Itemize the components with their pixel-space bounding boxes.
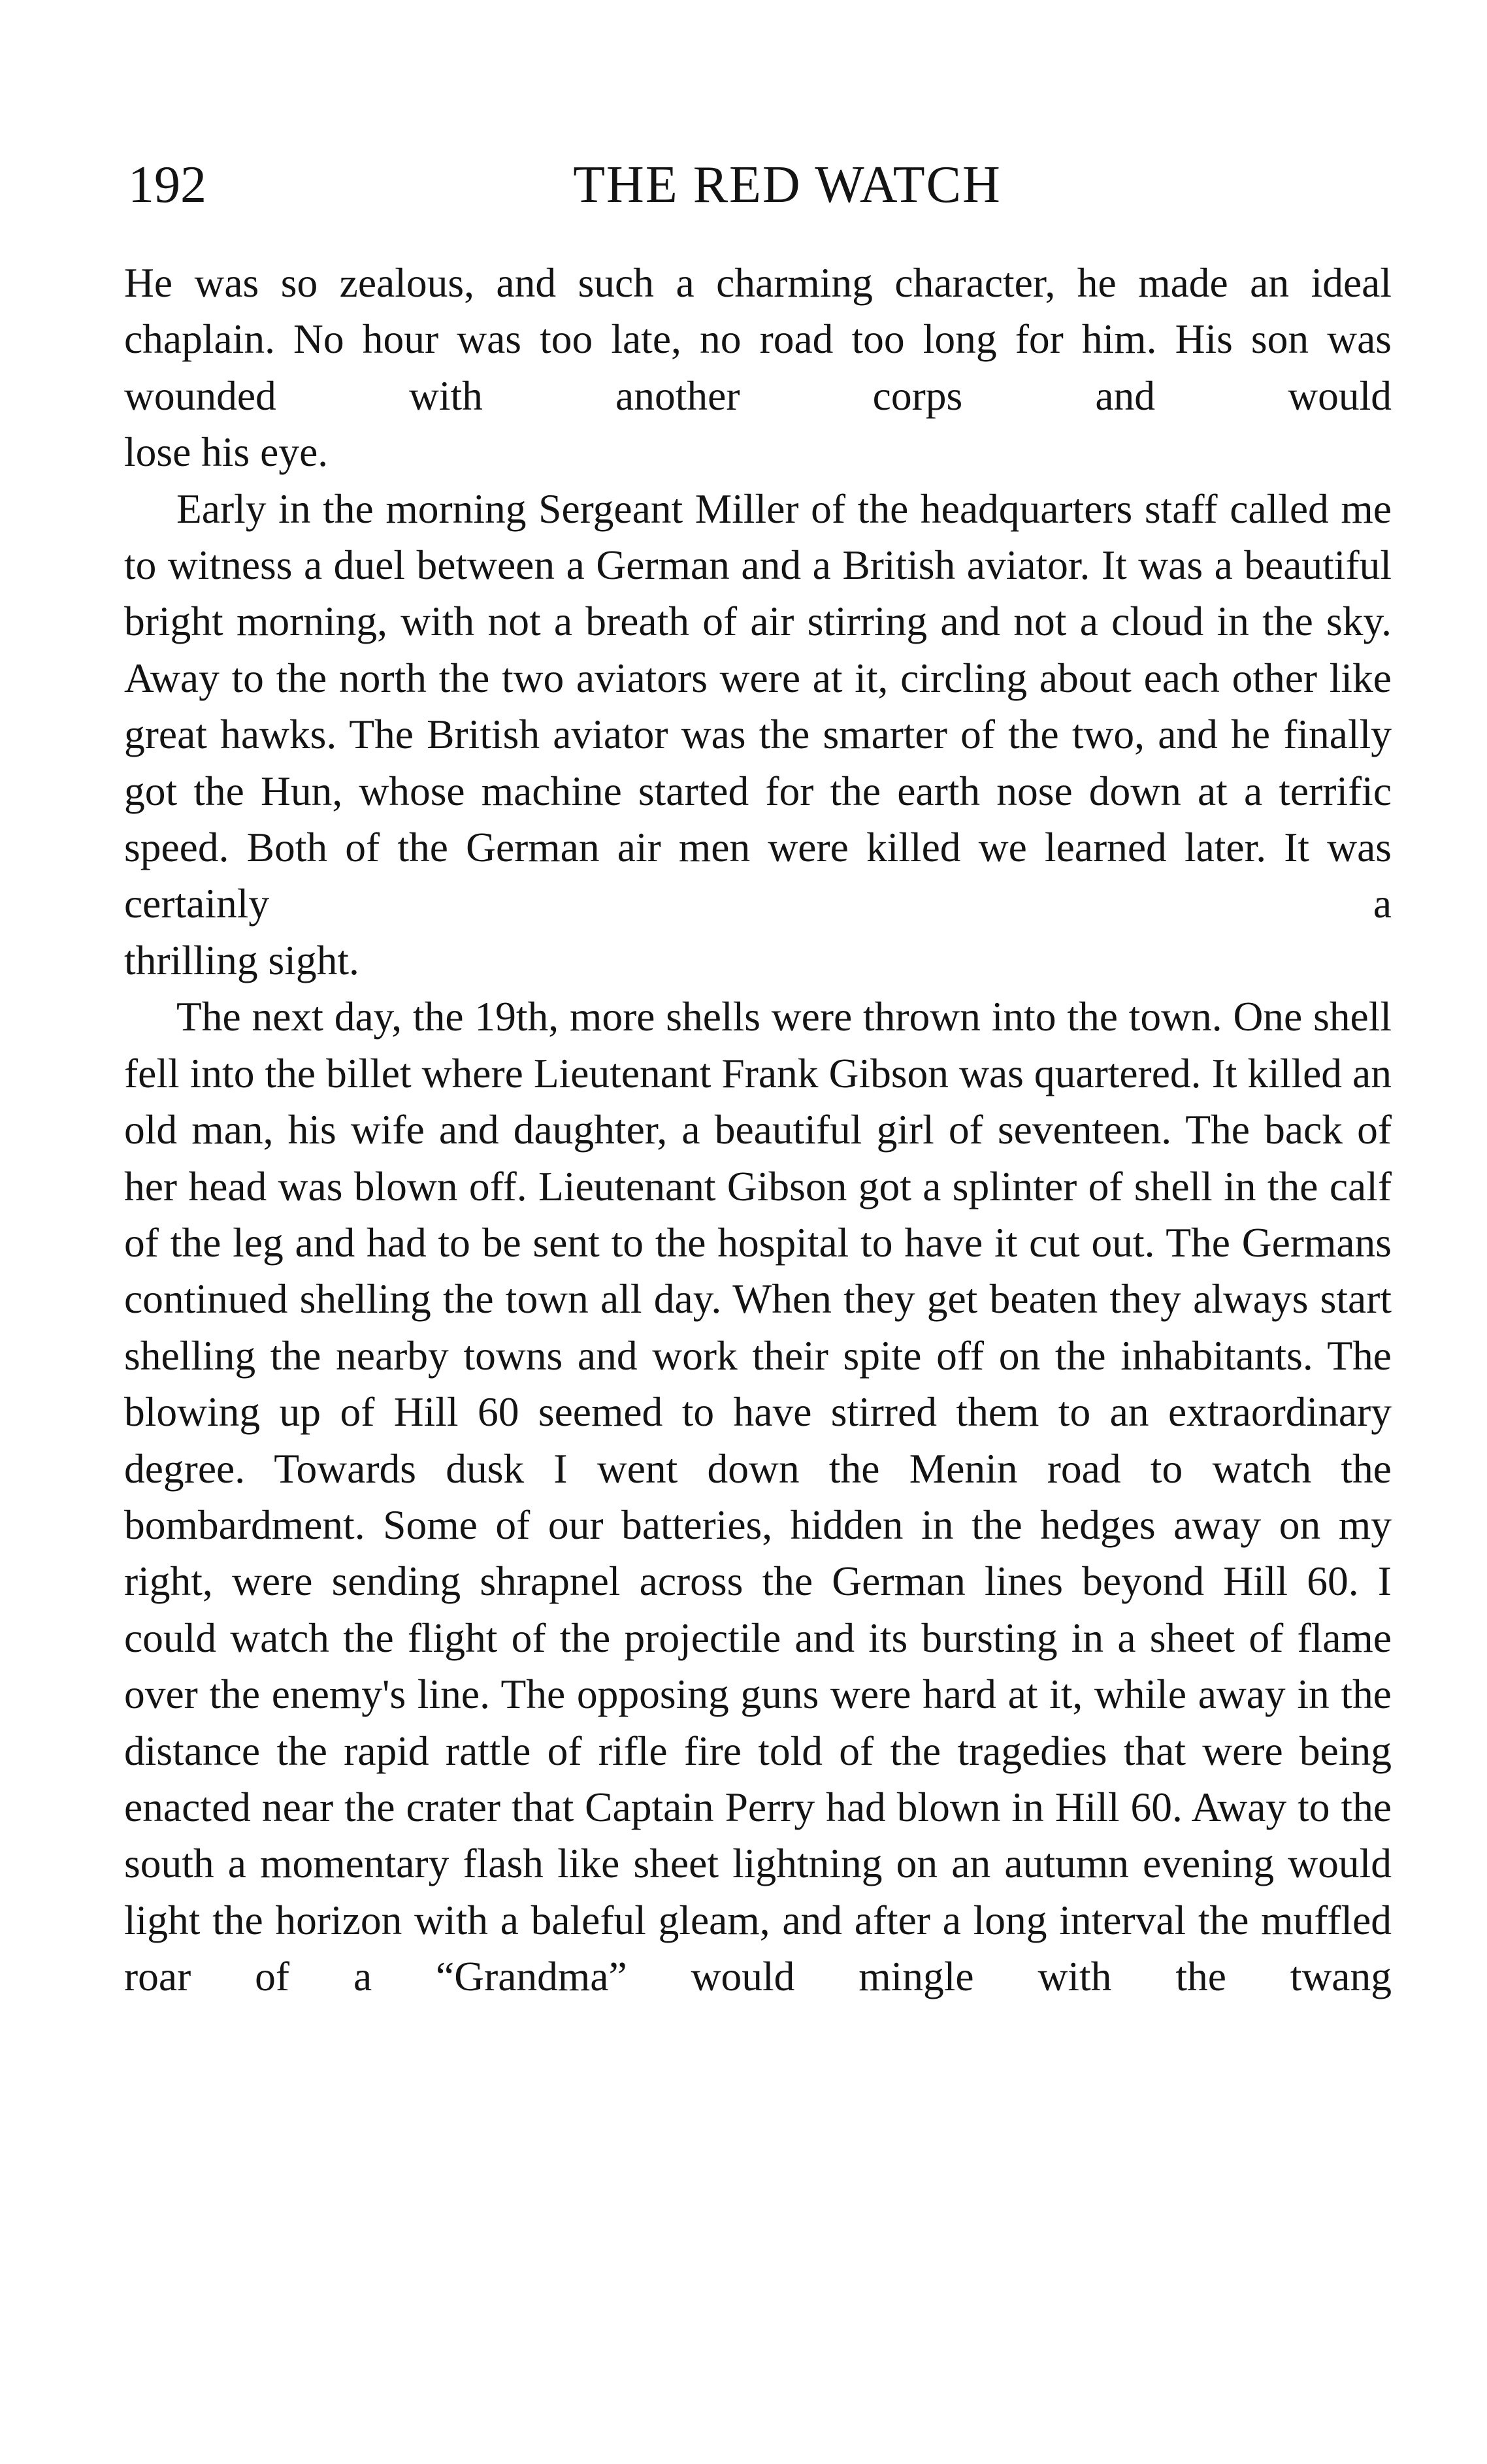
paragraph-3 [124,989,1392,2005]
paragraph-1 [124,255,1392,481]
page-number: 192 [128,156,206,214]
page-header [128,149,1388,221]
body-text [124,255,1392,2005]
paragraph-2-last-line: thrilling sight. [124,936,359,983]
paragraph-2-text: Early in the morning Sergeant Miller of the headquarters staff called me to witness a duel between a German and a British aviator. It was a beautiful bright morning, with not a breath of air stirring and not a cloud in the sky. Away to the north the two aviators were at it, circling about each other like great hawks. The British aviator was the smarter of the two, and he finally got the Hun, whose machine started for the earth nose down at a terrific speed. Both of the German air men were killed we learned later. It was certainly a [124,485,1392,927]
running-title: THE RED WATCH [573,156,1002,214]
paragraph-1-text: He was so zealous, and such a charming character, he made an ideal chaplain. No hour was too late, no road too long for him. His son was wounded with another corps and would [124,259,1392,419]
paragraph-2 [124,481,1392,989]
paragraph-1-last-line: lose his eye. [124,429,329,476]
paragraph-3-text: The next day, the 19th, more shells were thrown into the town. One shell fell into the billet where Lieutenant Frank Gibson was quartered. It killed an old man, his wife and daughter, a beautiful girl of seventeen. The back of her head was blown off. Lieutenant Gibson got a splinter of shell in the calf of the leg and had to be sent to the hospital to have it cut out. The Germans continued shelling the town all day. When they get beaten they always start shelling the nearby towns and work their spite off on the inhabitants. The blowing up of Hill 60 seemed to have stirred them to an extraordinary degree. Towards dusk I went down the Menin road to watch the bombardment. Some of our batteries, hidden in the hedges away on my right, were sending shrapnel across the German lines beyond Hill 60. I could watch the flight of the projectile and its bursting in a sheet of flame over the enemy's line. The opposing guns were hard at it, while away in the distance the rapid rattle of rifle fire told of the tragedies that were being enacted near the crater that Captain Perry had blown in Hill 60. Away to the south a momentary flash like sheet lightning on an autumn evening would light the horizon with a baleful gleam, and after a long interval the muffled roar of a “Grandma” would mingle with the twang [124,993,1392,2000]
